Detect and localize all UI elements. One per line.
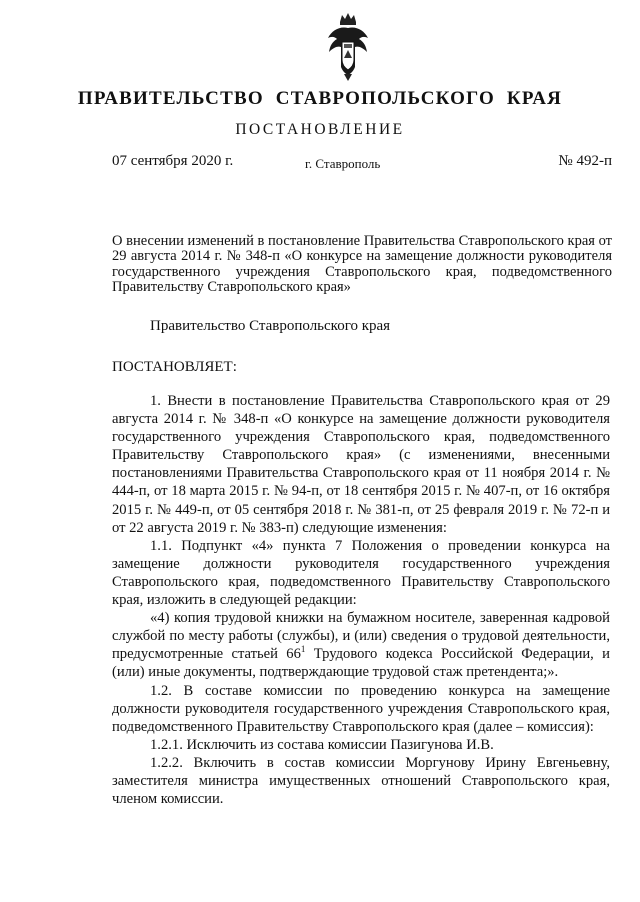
quote-text-a: «4) копия трудовой книжки на бумажном носителе, заверенная кадровой службой по месту работы (службы), и (или) сведения о трудовой деятельности, предусмотренные статьей 66 [112, 610, 610, 663]
document-body [112, 392, 610, 808]
paragraph-quote [112, 609, 610, 681]
government-title: ПРАВИТЕЛЬСТВО СТАВРОПОЛЬСКОГО КРАЯ [77, 88, 563, 109]
paragraph-1-2-2: 1.2.2. Включить в состав комиссии Моргунову Ирину Евгеньевну, заместителя министра имущественных отношений Ставропольского края, членом комиссии. [112, 754, 610, 808]
document-city: г. Ставрополь [305, 156, 381, 171]
document-date: 07 сентября 2020 г. [112, 153, 234, 169]
stavropol-coat-of-arms-icon [326, 12, 370, 82]
document-subject: О внесении изменений в постановление Правительства Ставропольского края от 29 августа 2014 г. № 348-п «О конкурсе на замещение должности руководителя государственного учреждения Ставропольского края, подведомственного Правительству Ставропольского края» [112, 233, 612, 295]
document-number: № 492-п [558, 153, 612, 169]
decree-word: ПОСТАНОВЛЯЕТ: [112, 359, 237, 375]
paragraph-1: 1. Внести в постановление Правительства Ставропольского края от 29 августа 2014 г. № 348-п «О конкурсе на замещение должности руководителя государственного учреждения Ставропольского края, подведомственного Правительству Ставропольского края» (с изменениями, внесенными постановлениями Правительства Ставропольского края от 11 ноября 2014 г. № 444-п, от 18 марта 2015 г. № 94-п, от 18 сентября 2015 г. № 407-п, от 16 октября 2015 г. № 449-п, от 05 сентября 2018 г. № 381-п, от 25 февраля 2019 г. № 72-п и от 22 августа 2019 г. № 383-п) следующие изменения: [112, 393, 610, 536]
article-superscript: 1 [300, 644, 306, 655]
paragraph-1-2-1: 1.2.1. Исключить из состава комиссии Пазигунова И.В. [150, 736, 494, 753]
document-type: ПОСТАНОВЛЕНИЕ [235, 121, 405, 138]
paragraph-1-1: 1.1. Подпункт «4» пункта 7 Положения о проведении конкурса на замещение должности руководителя государственного учреждения Ставропольского края, подведомственного Правительству Ставропольского края, изложить в следующей редакции: [112, 537, 610, 609]
paragraph-1-2: 1.2. В составе комиссии по проведению конкурса на замещение должности руководителя государственного учреждения Ставропольского края, подведомственного Правительству Ставропольского края (далее – комиссия): [112, 682, 610, 735]
quote-text-b: Трудового кодекса Российской Федерации, и (или) иные документы, подтверждающие трудовой стаж претендента;». [112, 646, 610, 681]
issuer: Правительство Ставропольского края [150, 318, 391, 334]
